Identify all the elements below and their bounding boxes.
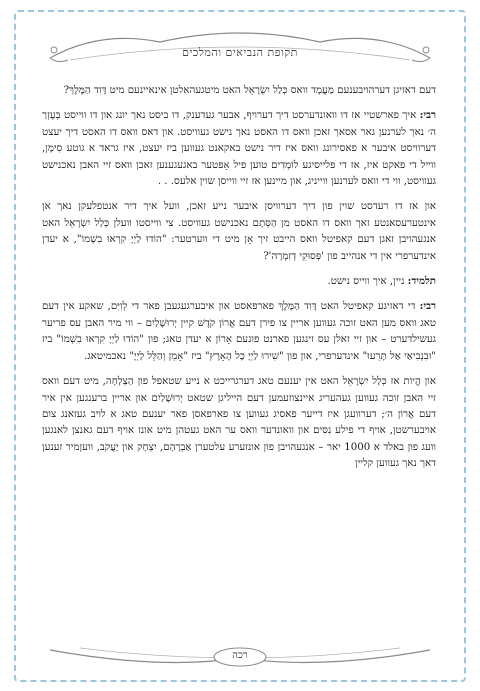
speaker-label: תלמיד: xyxy=(407,275,436,288)
header-title: תקופת הנביאים והמלכים xyxy=(182,46,298,59)
document-body xyxy=(42,82,436,622)
paragraph-text: און אז דו רעדסט שוין פון דיך דערוויסן איבער נייע זאכן, וועל איך דיר אנטפלעקן נאך אן אינטערעסאנטע זאך וואס דו האסט מן הַסְּתָם נאכנישט געוויסט. צי ווייסטו וועלן כְּלַל יִשְׂרָאֵל האט אנגעהויבן זאגן דעם קאפיטל וואס הייבט זיך אָן מיט די ווערטער: "הוֹדוּ לַיְיָ קִרְאוּ בִשְׁמוֹ", א יעדן אינדערפרי אין די אנהייב פון 'פְּסוּקֵי דְזִמְרָה'? xyxy=(42,201,436,262)
paragraph-text: דעם דאזיגן דערהויבענעם מַעֲמָד וואס כְּלַל יִשְׂרָאֵל האט מיטגעהאלטן אינאיינעם מיט דָּוִד הַמֶּלֶךְ? xyxy=(63,85,436,96)
footer-banner xyxy=(40,640,440,676)
page-number: רכה xyxy=(232,650,248,661)
paragraph-text: ניין, איך ווייס נישט. xyxy=(327,276,405,288)
paragraph xyxy=(42,373,436,472)
paragraph-text: די דאזיגע קאפיטל האט דָּוִד הַמֶּלֶךְ פארפאסט און איבערגעגעבן פאר די לְוִיִּם, שאקע אין דעם טאג וואס מען האט זוכה געווען אריין צו פירן דעם אֲרוֹן קֹדֶשׁ קיין יְרוּשָׁלַיִם – ווי מיר האבן עס פריער געשילדערט – און זיי זאלן עס זינגען פארנט פונעם אָרוֹן א יעדן טאג; פון "הוֹדוּ לַיְיָ קִרְאוּ בִשְׁמוֹ" ביז "וּבִנְבִיאַי אַל תָּרֵעוּ" אינדערפרי, און פון "שִׁירוּ לַיְיָ כָּל הָאָרֶץ" ביז "אָמֵן וְהַלֵּל לַיְיָ" נאכמיטאג. xyxy=(42,301,436,362)
speaker-label: רבי: xyxy=(419,300,436,313)
paragraph-text: און הֱיוֹת אז כְּלַל יִשְׂרָאֵל האט אין יענעם טאג דערגרייכט א נייע שטאפל פון הַצְלָחָה, מיט דעם וואס זיי האבן זוכה געווען געהעריג איינצוזעמען דעם הייליגן שטאט יְרוּשָׁלַיִם און אריין ברענגען אין איר דעם אֲרוֹן ה׳; דערוועגן איז דייער פאסיג געווען צו פארפאסן פאר יענעם טאג א לויב געזאנג צום אויבערשטן, אויף די פילע נִסִּים און וואונדער וואס ער האט געטהן מיט אונז אויף דעם גאנצן לאנגען וועג פון באלד א 1000 יאר – אנגעהויבן פון אונזערע עלטערן אַבְרָהָם, יִצְחָק און יַעֲקֹב, וועןמיר זענען דאך נאך געווען קליין xyxy=(42,376,437,470)
paragraph xyxy=(42,82,436,99)
paragraph xyxy=(42,107,436,190)
paragraph xyxy=(42,298,436,365)
speaker-label: רבי: xyxy=(419,109,437,122)
header-banner xyxy=(40,20,440,72)
paragraph-text: איך פארשטיי אז דו וואונדערסט דיך דערויף, אבער געדענק, דו ביסט נאך יונג און דו ווייסט בְּעֶזְרַ ה׳ נאך לערנען גאר אסאך זאכן וואס דו האסט נאך נישט געוויסט. און דאס וואס דו האסט דיך יעצט דערוויסט איבער א פאסירונג וואס איז דיר נישט באקאנט געווען ביז יעצט, איז גראד א גוטע סִימָן, ווייל די פאקט איז, אז די פלייסיגע לוֹמְדִים טוען פיל אָפטער באגעגענען זאכן וואס זיי האבן נאכנישט געוויסט, ווי די וואס לערנען ווייניג, און מיינען אז זיי ווייסן שוין אלעס. . . xyxy=(42,110,436,188)
paragraph xyxy=(42,273,436,290)
paragraph xyxy=(42,198,436,265)
